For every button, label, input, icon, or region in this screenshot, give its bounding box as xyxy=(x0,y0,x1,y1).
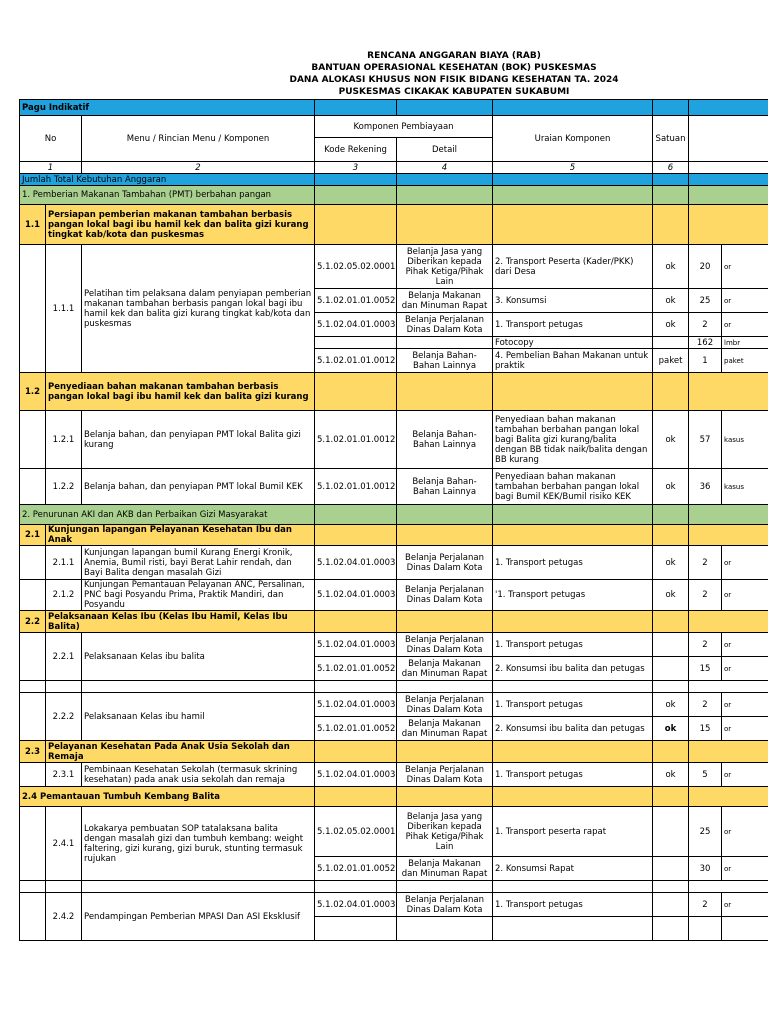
uraian: Fotocopy xyxy=(493,337,653,349)
subsection-title: Persiapan pemberian makanan tambahan berbasis pangan lokal bagi ibu hamil kek dan balita gizi kurang tingkat kab/kota dan puskesmas xyxy=(46,205,315,245)
subsection-no: 1.1 xyxy=(20,205,46,245)
satuan: ok xyxy=(653,245,689,289)
item-no: 1.1.1 xyxy=(46,245,82,373)
uraian: Penyediaan bahan makanan tambahan berbahan pangan lokal bagi Balita gizi kurang/balita dengan BB tidak naik/balita dengan BB kurang xyxy=(493,411,653,469)
detail: Belanja Makanan dan Minuman Rapat xyxy=(397,717,493,741)
kode-rekening: 5.1.02.01.01.0052 xyxy=(315,289,397,313)
volume: 57 xyxy=(689,411,722,469)
item-menu: Pembinaan Kesehatan Sekolah (termasuk skrining kesehatan) pada anak usia sekolah dan remaja xyxy=(82,763,315,787)
satuan xyxy=(653,807,689,857)
unit: kasus xyxy=(722,469,768,505)
subsection-title: Pelaksanaan Kelas Ibu (Kelas Ibu Hamil, Kelas Ibu Balita) xyxy=(46,611,315,633)
satuan xyxy=(653,857,689,881)
header-uraian: Uraian Komponen xyxy=(493,116,653,162)
detail: Belanja Makanan dan Minuman Rapat xyxy=(397,657,493,681)
unit: or xyxy=(722,546,768,580)
volume: 1 xyxy=(689,349,722,373)
section-title: 2. Penurunan AKI dan AKB dan Perbaikan Gizi Masyarakat xyxy=(20,505,315,525)
pagu-label: Pagu Indikatif xyxy=(20,100,315,116)
kode-rekening: 5.1.02.04.01.0003 xyxy=(315,893,397,917)
title-line-1: RENCANA ANGGARAN BIAYA (RAB) xyxy=(367,51,541,61)
uraian: 1. Transport petugas xyxy=(493,693,653,717)
unit: paket xyxy=(722,349,768,373)
item-no: 2.2.2 xyxy=(46,693,82,741)
kode-rekening: 5.1.02.01.01.0052 xyxy=(315,657,397,681)
unit: or xyxy=(722,289,768,313)
kode-rekening: 5.1.02.04.01.0003 xyxy=(315,693,397,717)
uraian: 4. Pembelian Bahan Makanan untuk praktik xyxy=(493,349,653,373)
header-komponen: Komponen Pembiayaan xyxy=(315,116,493,138)
pagu-row xyxy=(20,100,768,116)
detail: Belanja Jasa yang Diberikan kepada Pihak Ketiga/Pihak Lain xyxy=(397,807,493,857)
subsection-row xyxy=(20,525,768,546)
uraian: Penyediaan bahan makanan tambahan berbahan pangan lokal bagi Bumil KEK/Bumil risiko KEK xyxy=(493,469,653,505)
unit: or xyxy=(722,857,768,881)
unit: kasus xyxy=(722,411,768,469)
detail: Belanja Perjalanan Dinas Dalam Kota xyxy=(397,763,493,787)
satuan xyxy=(653,633,689,657)
section-row xyxy=(20,505,768,525)
document-title xyxy=(0,50,768,98)
table-row xyxy=(20,763,768,787)
kode-rekening: 5.1.02.05.02.0001 xyxy=(315,245,397,289)
unit: or xyxy=(722,807,768,857)
subsection-title: 2.4 Pemantauan Tumbuh Kembang Balita xyxy=(20,787,315,807)
volume: 5 xyxy=(689,763,722,787)
item-menu: Belanja bahan, dan penyiapan PMT lokal Bumil KEK xyxy=(82,469,315,505)
satuan: ok xyxy=(653,411,689,469)
subsection-no: 2.1 xyxy=(20,525,46,546)
subsection-no: 2.2 xyxy=(20,611,46,633)
satuan xyxy=(653,893,689,917)
uraian: 1. Transport petugas xyxy=(493,763,653,787)
item-no: 2.4.1 xyxy=(46,807,82,881)
subsection-no: 1.2 xyxy=(20,373,46,411)
title-line-4: PUSKESMAS CIKAKAK KABUPATEN SUKABUMI xyxy=(338,87,570,97)
subsection-row xyxy=(20,205,768,245)
table-row xyxy=(20,807,768,857)
kode-rekening: 5.1.02.04.01.0003 xyxy=(315,633,397,657)
satuan: ok xyxy=(653,580,689,611)
table-row xyxy=(20,245,768,289)
detail: Belanja Makanan dan Minuman Rapat xyxy=(397,857,493,881)
satuan xyxy=(653,657,689,681)
subsection-row xyxy=(20,373,768,411)
detail: Belanja Bahan-Bahan Lainnya xyxy=(397,469,493,505)
jumlah-label: Jumlah Total Kebutuhan Anggaran xyxy=(20,174,315,186)
subsection-no: 2.3 xyxy=(20,741,46,763)
item-menu: Pelaksanaan Kelas ibu hamil xyxy=(82,693,315,741)
uraian: 2. Konsumsi Rapat xyxy=(493,857,653,881)
item-no: 2.2.1 xyxy=(46,633,82,681)
volume: 20 xyxy=(689,245,722,289)
header-satuan: Satuan xyxy=(653,116,689,162)
col-number: 2 xyxy=(82,162,315,174)
kode-rekening: 5.1.02.04.01.0003 xyxy=(315,763,397,787)
satuan: ok xyxy=(653,763,689,787)
unit: or xyxy=(722,693,768,717)
item-menu: Kunjungan lapangan bumil Kurang Energi Kronik, Anemia, Bumil risti, bayi Berat Lahir rendah, dan Bayi Balita dengan masalah Gizi xyxy=(82,546,315,580)
spacer-row xyxy=(20,881,768,893)
volume: 2 xyxy=(689,580,722,611)
detail: Belanja Makanan dan Minuman Rapat xyxy=(397,289,493,313)
col-number: 4 xyxy=(397,162,493,174)
col-number: 3 xyxy=(315,162,397,174)
table-row xyxy=(20,893,768,917)
uraian: 1. Transport petugas xyxy=(493,633,653,657)
item-no: 2.3.1 xyxy=(46,763,82,787)
satuan: ok xyxy=(653,469,689,505)
subsection-title: Pelayanan Kesehatan Pada Anak Usia Sekolah dan Remaja xyxy=(46,741,315,763)
kode-rekening: 5.1.02.01.01.0012 xyxy=(315,411,397,469)
header-kode: Kode Rekening xyxy=(315,138,397,162)
unit: or xyxy=(722,313,768,337)
subsection-row xyxy=(20,741,768,763)
header-row xyxy=(20,116,768,138)
unit: or xyxy=(722,245,768,289)
col-number: 5 xyxy=(493,162,653,174)
item-no: 1.2.1 xyxy=(46,411,82,469)
section-row xyxy=(20,186,768,205)
satuan: ok xyxy=(653,546,689,580)
subsection-title: Kunjungan lapangan Pelayanan Kesehatan Ibu dan Anak xyxy=(46,525,315,546)
kode-rekening: 5.1.02.01.01.0012 xyxy=(315,469,397,505)
detail: Belanja Perjalanan Dinas Dalam Kota xyxy=(397,633,493,657)
item-menu: Pelaksanaan Kelas ibu balita xyxy=(82,633,315,681)
kode-rekening: 5.1.02.01.01.0012 xyxy=(315,349,397,373)
satuan: ok xyxy=(653,313,689,337)
volume: 2 xyxy=(689,546,722,580)
volume: 25 xyxy=(689,289,722,313)
volume: 2 xyxy=(689,633,722,657)
table-row xyxy=(20,633,768,657)
item-no: 2.1.2 xyxy=(46,580,82,611)
item-menu: Lokakarya pembuatan SOP tatalaksana balita dengan masalah gizi dan tumbuh kembang: weight faltering, gizi kurang, gizi buruk, stunting termasuk rujukan xyxy=(82,807,315,881)
title-line-2: BANTUAN OPERASIONAL KESEHATAN (BOK) PUSKESMAS xyxy=(311,63,597,73)
col-number: 6 xyxy=(653,162,689,174)
detail: Belanja Bahan-Bahan Lainnya xyxy=(397,411,493,469)
section-title: 1. Pemberian Makanan Tambahan (PMT) berbahan pangan xyxy=(20,186,315,205)
spacer-row xyxy=(20,681,768,693)
table-row xyxy=(20,546,768,580)
table-row xyxy=(20,580,768,611)
volume: 2 xyxy=(689,693,722,717)
volume: 2 xyxy=(689,313,722,337)
uraian: 1. Transport petugas xyxy=(493,313,653,337)
uraian: 1. Transport petugas xyxy=(493,546,653,580)
detail: Belanja Perjalanan Dinas Dalam Kota xyxy=(397,546,493,580)
uraian: '1. Transport petugas xyxy=(493,580,653,611)
col-number: 1 xyxy=(20,162,82,174)
table-row xyxy=(20,693,768,717)
title-line-3: DANA ALOKASI KHUSUS NON FISIK BIDANG KESEHATAN TA. 2024 xyxy=(289,75,619,85)
detail: Belanja Perjalanan Dinas Dalam Kota xyxy=(397,580,493,611)
detail: Belanja Perjalanan Dinas Dalam Kota xyxy=(397,313,493,337)
table-row xyxy=(20,469,768,505)
item-menu: Pendampingan Pemberian MPASI Dan ASI Eksklusif xyxy=(82,893,315,941)
uraian: 1. Transport peserta rapat xyxy=(493,807,653,857)
detail: Belanja Bahan-Bahan Lainnya xyxy=(397,349,493,373)
unit: or xyxy=(722,580,768,611)
volume: 2 xyxy=(689,893,722,917)
uraian: 2. Konsumsi ibu balita dan petugas xyxy=(493,657,653,681)
kode-rekening: 5.1.02.01.01.0052 xyxy=(315,717,397,741)
unit: lmbr xyxy=(722,337,768,349)
jumlah-row xyxy=(20,174,768,186)
detail: Belanja Jasa yang Diberikan kepada Pihak Ketiga/Pihak Lain xyxy=(397,245,493,289)
column-number-row xyxy=(20,162,768,174)
uraian: 1. Transport petugas xyxy=(493,893,653,917)
item-no: 1.2.2 xyxy=(46,469,82,505)
header-detail: Detail xyxy=(397,138,493,162)
kode-rekening: 5.1.02.04.01.0003 xyxy=(315,546,397,580)
item-no: 2.4.2 xyxy=(46,893,82,941)
kode-rekening: 5.1.02.01.01.0052 xyxy=(315,857,397,881)
kode-rekening: 5.1.02.04.01.0003 xyxy=(315,580,397,611)
unit: or xyxy=(722,633,768,657)
detail: Belanja Perjalanan Dinas Dalam Kota xyxy=(397,693,493,717)
unit: or xyxy=(722,893,768,917)
satuan: ok xyxy=(653,693,689,717)
item-menu: Kunjungan Pemantauan Pelayanan ANC, Persalinan, PNC bagi Posyandu Prima, Praktik Mandiri, dan Posyandu xyxy=(82,580,315,611)
volume: 15 xyxy=(689,657,722,681)
subsection-row xyxy=(20,787,768,807)
detail: Belanja Perjalanan Dinas Dalam Kota xyxy=(397,893,493,917)
volume: 25 xyxy=(689,807,722,857)
unit: or xyxy=(722,763,768,787)
header-no: No xyxy=(20,116,82,162)
unit: or xyxy=(722,717,768,741)
header-menu: Menu / Rincian Menu / Komponen xyxy=(82,116,315,162)
subsection-row xyxy=(20,611,768,633)
kode-rekening: 5.1.02.05.02.0001 xyxy=(315,807,397,857)
item-no: 2.1.1 xyxy=(46,546,82,580)
uraian: 2. Transport Peserta (Kader/PKK) dari Desa xyxy=(493,245,653,289)
satuan: paket xyxy=(653,349,689,373)
uraian: 2. Konsumsi ibu balita dan petugas xyxy=(493,717,653,741)
volume: 30 xyxy=(689,857,722,881)
volume: 36 xyxy=(689,469,722,505)
kode-rekening: 5.1.02.04.01.0003 xyxy=(315,313,397,337)
item-menu: Pelatihan tim pelaksana dalam penyiapan pemberian makanan tambahan berbasis pangan lokal bagi ibu hamil kek dan balita gizi kurang tingkat kab/kota dan puskesmas xyxy=(82,245,315,373)
volume: 162 xyxy=(689,337,722,349)
unit: or xyxy=(722,657,768,681)
satuan: ok xyxy=(653,289,689,313)
volume: 15 xyxy=(689,717,722,741)
satuan: ok xyxy=(653,717,689,741)
item-menu: Belanja bahan, dan penyiapan PMT lokal Balita gizi kurang xyxy=(82,411,315,469)
table-row xyxy=(20,411,768,469)
rab-table xyxy=(19,99,768,941)
subsection-title: Penyediaan bahan makanan tambahan berbasis pangan lokal bagi ibu hamil kek dan balita gizi kurang xyxy=(46,373,315,411)
uraian: 3. Konsumsi xyxy=(493,289,653,313)
